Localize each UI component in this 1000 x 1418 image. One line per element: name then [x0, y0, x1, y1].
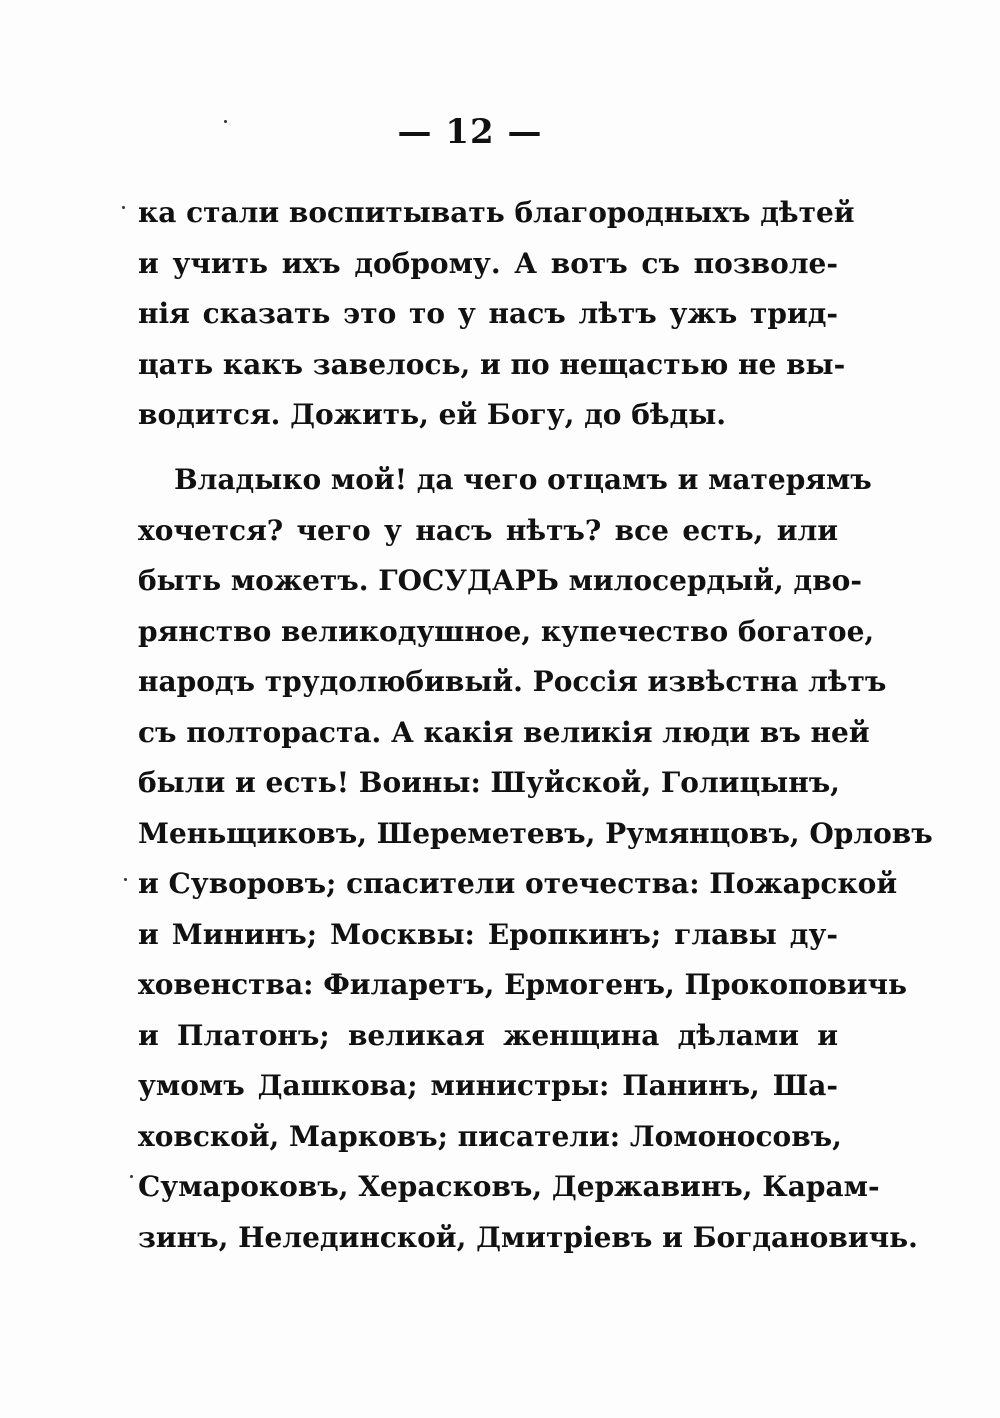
text-line: рянство великодушное, купечество богатое,	[138, 614, 875, 648]
paragraph-2	[138, 455, 933, 1263]
text-line: съ полтораста. А какія великія люди въ ней	[138, 715, 870, 749]
text-line: Владыко мой! да чего отцамъ и матерямъ	[174, 463, 872, 496]
page-number: — 12 —	[397, 112, 543, 152]
text-line: водится. Дожить, ей Богу, до бѣды.	[138, 398, 727, 431]
text-line: ка стали воспитывать благородныхъ дѣтей	[138, 196, 855, 229]
text-line: ховской, Марковъ; писатели: Ломоносовъ,	[138, 1119, 842, 1153]
ink-speck	[122, 206, 125, 209]
text-line: Меньщиковъ, Шереметевъ, Румянцовъ, Орловъ	[138, 816, 933, 850]
text-line: ховенства: Филаретъ, Ермогенъ, Прокоповичь	[138, 968, 907, 1001]
ink-speck	[224, 120, 227, 123]
text-line: были и есть! Воины: Шуйской, Голицынъ,	[138, 766, 840, 799]
text-line: и Мининъ; Москвы: Еропкинъ; главы ду-	[138, 917, 838, 951]
text-line: и учить ихъ доброму. А вотъ съ позволе-	[138, 246, 838, 280]
text-line: зинъ, Нелединской, Дмитріевъ и Богдановичь.	[138, 1220, 918, 1254]
text-line: умомъ Дашкова; министры: Панинъ, Ша-	[138, 1069, 838, 1102]
text-line: и Суворовъ; спасители отечества: Пожарской	[138, 867, 898, 900]
ink-speck	[130, 1175, 133, 1178]
text-line: и Платонъ; великая женщина дѣлами и	[138, 1018, 838, 1052]
text-line: цать какъ завелось, и по нещастью не вы-	[138, 347, 846, 381]
ink-speck	[124, 878, 127, 881]
paragraph-1	[138, 188, 855, 441]
text-line: быть можетъ. ГОСУДАРЬ милосердый, дво-	[138, 564, 862, 597]
text-line: хочется? чего у насъ нѣтъ? все есть, или	[138, 513, 838, 547]
text-line: Сумароковъ, Херасковъ, Державинъ, Карам-	[138, 1170, 880, 1203]
text-line: нія сказать это то у насъ лѣтъ ужъ трид-	[138, 297, 838, 330]
text-line: народъ трудолюбивый. Россія извѣстна лѣтъ	[138, 665, 887, 698]
